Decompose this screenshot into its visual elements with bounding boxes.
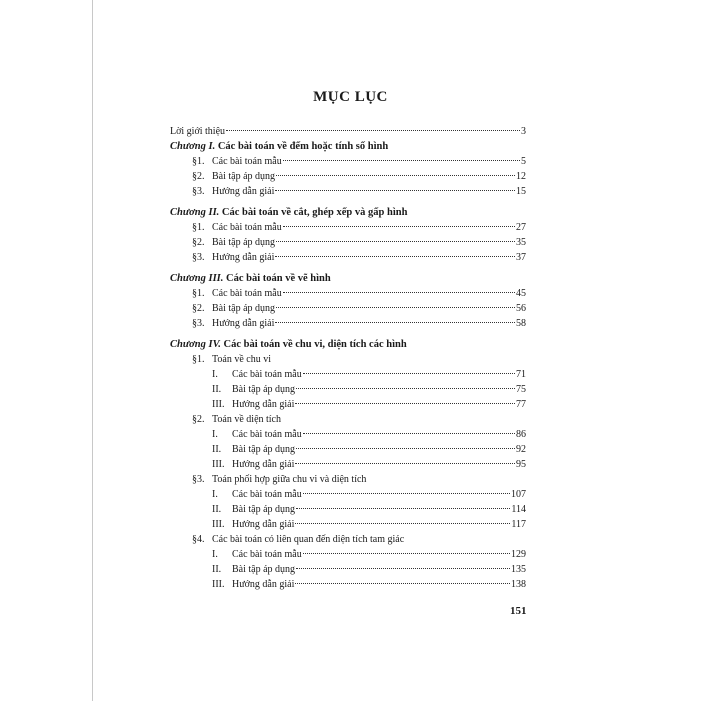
dot-leader: [276, 307, 515, 308]
entry-text: Bài tập áp dụng: [232, 444, 296, 455]
toc-entry-page: 58: [516, 318, 526, 329]
chapter-number: Chương II.: [170, 207, 220, 218]
toc-entry-label: [192, 220, 282, 235]
entry-text: Các bài toán mẫu: [232, 369, 302, 380]
toc-entry-page: 95: [516, 459, 526, 470]
chapter-heading[interactable]: [170, 205, 526, 220]
section-marker: §3.: [192, 252, 205, 263]
toc-entry-label: [212, 382, 295, 397]
section-marker: §4.: [192, 534, 205, 545]
dot-leader: [295, 523, 510, 524]
toc-entry-page: 135: [511, 564, 526, 575]
page-number: 151: [510, 605, 527, 617]
item-marker: II.: [212, 504, 222, 515]
section-title: Toán về diện tích: [212, 414, 281, 425]
entry-text: Các bài toán mẫu: [232, 489, 302, 500]
dot-leader: [226, 130, 520, 131]
entry-text: Các bài toán mẫu: [232, 549, 302, 560]
dot-leader: [296, 568, 510, 569]
section-title: Toán phối hợp giữa chu vi và diện tích: [212, 474, 367, 485]
toc-entry[interactable]: [170, 235, 526, 250]
toc-entry-label: [192, 169, 275, 184]
dot-leader: [303, 433, 515, 434]
toc-entry[interactable]: [170, 517, 526, 532]
toc-entry[interactable]: [170, 301, 526, 316]
toc-entry-page: 129: [511, 549, 526, 560]
chapter-number: Chương I.: [170, 141, 216, 152]
section-heading[interactable]: [170, 352, 526, 367]
toc-entry[interactable]: [170, 502, 526, 517]
item-marker: III.: [212, 519, 225, 530]
chapter-title: Các bài toán về cắt, ghép xếp và gấp hình: [221, 207, 408, 218]
toc-entry[interactable]: [170, 286, 526, 301]
section-heading[interactable]: [170, 532, 526, 547]
dot-leader: [295, 403, 515, 404]
section-marker: §2.: [192, 303, 205, 314]
section-marker: §3.: [192, 186, 205, 197]
toc-entry-page: 27: [516, 222, 526, 233]
dot-leader: [283, 160, 520, 161]
toc-entry[interactable]: [170, 427, 526, 442]
entry-text: Hướng dẫn giải: [212, 318, 275, 329]
entry-text: Bài tập áp dụng: [232, 564, 296, 575]
chapter-heading[interactable]: [170, 337, 526, 352]
entry-text: Các bài toán mẫu: [212, 288, 282, 299]
toc-entry-page: 92: [516, 444, 526, 455]
chapter-title: Các bài toán về đếm hoặc tính số hình: [217, 141, 389, 152]
toc-entry-label: [212, 502, 295, 517]
chapter-title: Các bài toán về vẽ hình: [226, 273, 331, 284]
section-marker: §2.: [192, 414, 205, 425]
entry-text: Hướng dẫn giải: [212, 186, 275, 197]
entry-text: Hướng dẫn giải: [232, 519, 295, 530]
section-marker: §1.: [192, 288, 205, 299]
toc-entry-label: [192, 184, 274, 199]
item-marker: I.: [212, 489, 218, 500]
toc-entry-label: [212, 577, 294, 592]
entry-text: Bài tập áp dụng: [232, 504, 296, 515]
toc-entry-intro[interactable]: [170, 124, 526, 139]
dot-leader: [303, 553, 510, 554]
section-title: Toán về chu vi: [212, 354, 272, 365]
toc-entry[interactable]: [170, 577, 526, 592]
toc-entry-page: 138: [511, 579, 526, 590]
toc-entry-label: [212, 517, 294, 532]
chapter-title: Các bài toán về chu vi, diện tích các hình: [223, 339, 407, 350]
toc-entry-label: [192, 301, 275, 316]
toc-entry-label: [212, 487, 302, 502]
toc-entry-page: 5: [521, 156, 526, 167]
section-title: Các bài toán có liên quan đến diện tích tam giác: [212, 534, 405, 545]
dot-leader: [276, 241, 515, 242]
toc-entry[interactable]: [170, 184, 526, 199]
toc-entry-label: Lời giới thiệu: [170, 126, 226, 137]
dot-leader: [296, 448, 515, 449]
dot-leader: [303, 493, 510, 494]
table-of-contents: [170, 124, 526, 592]
chapter-heading[interactable]: [170, 271, 526, 286]
dot-leader: [296, 508, 510, 509]
dot-leader: [283, 292, 515, 293]
section-heading[interactable]: [170, 472, 526, 487]
toc-entry[interactable]: [170, 562, 526, 577]
toc-entry-page: 15: [516, 186, 526, 197]
toc-entry-label: [212, 562, 295, 577]
toc-entry-label: [212, 547, 302, 562]
toc-entry-page: 71: [516, 369, 526, 380]
dot-leader: [275, 256, 515, 257]
toc-title: MỤC LỤC: [313, 89, 388, 105]
item-marker: III.: [212, 459, 225, 470]
chapter-number: Chương III.: [170, 273, 224, 284]
dot-leader: [276, 175, 515, 176]
entry-text: Các bài toán mẫu: [212, 156, 282, 167]
entry-text: Hướng dẫn giải: [232, 579, 295, 590]
toc-entry[interactable]: [170, 547, 526, 562]
entry-text: Bài tập áp dụng: [212, 303, 276, 314]
section-heading[interactable]: [170, 412, 526, 427]
toc-entry-page: 117: [511, 519, 526, 530]
toc-entry[interactable]: [170, 220, 526, 235]
toc-entry-label: [192, 250, 274, 265]
toc-entry-label: [192, 316, 274, 331]
item-marker: II.: [212, 444, 222, 455]
toc-entry-page: 3: [521, 126, 526, 137]
toc-entry[interactable]: [170, 382, 526, 397]
dot-leader: [296, 388, 515, 389]
item-marker: I.: [212, 549, 218, 560]
item-marker: III.: [212, 399, 225, 410]
toc-entry[interactable]: [170, 397, 526, 412]
entry-text: Hướng dẫn giải: [212, 252, 275, 263]
dot-leader: [275, 322, 515, 323]
entry-text: Bài tập áp dụng: [212, 237, 276, 248]
toc-entry[interactable]: [170, 457, 526, 472]
entry-text: Các bài toán mẫu: [212, 222, 282, 233]
toc-entry-page: 12: [516, 171, 526, 182]
toc-entry-page: 37: [516, 252, 526, 263]
dot-leader: [295, 583, 510, 584]
toc-entry-label: [212, 442, 295, 457]
toc-entry-label: [212, 427, 302, 442]
toc-entry[interactable]: [170, 250, 526, 265]
toc-entry-label: [192, 235, 275, 250]
section-marker: §3.: [192, 474, 205, 485]
toc-entry-page: 75: [516, 384, 526, 395]
entry-text: Các bài toán mẫu: [232, 429, 302, 440]
entry-text: Hướng dẫn giải: [232, 459, 295, 470]
toc-entry-page: 56: [516, 303, 526, 314]
toc-entry-page: 86: [516, 429, 526, 440]
section-marker: §2.: [192, 171, 205, 182]
section-marker: §2.: [192, 237, 205, 248]
item-marker: I.: [212, 429, 218, 440]
item-marker: III.: [212, 579, 225, 590]
toc-entry-label: [192, 286, 282, 301]
toc-entry-page: 114: [511, 504, 526, 515]
dot-leader: [283, 226, 515, 227]
toc-entry-page: 45: [516, 288, 526, 299]
toc-entry-page: 35: [516, 237, 526, 248]
dot-leader: [295, 463, 515, 464]
chapter-number: Chương IV.: [170, 339, 221, 350]
toc-entry[interactable]: [170, 316, 526, 331]
entry-text: Bài tập áp dụng: [212, 171, 276, 182]
toc-entry-label: [212, 397, 294, 412]
item-marker: II.: [212, 384, 222, 395]
toc-entry[interactable]: [170, 442, 526, 457]
item-marker: I.: [212, 369, 218, 380]
toc-entry[interactable]: [170, 169, 526, 184]
item-marker: II.: [212, 564, 222, 575]
toc-entry-label: [212, 457, 294, 472]
toc-entry-page: 77: [516, 399, 526, 410]
toc-entry-page: 107: [511, 489, 526, 500]
entry-text: Bài tập áp dụng: [232, 384, 296, 395]
toc-entry[interactable]: [170, 154, 526, 169]
section-marker: §3.: [192, 318, 205, 329]
section-marker: §1.: [192, 354, 205, 365]
section-marker: §1.: [192, 222, 205, 233]
toc-entry-label: [212, 367, 302, 382]
dot-leader: [303, 373, 515, 374]
toc-entry-label: [192, 154, 282, 169]
entry-text: Hướng dẫn giải: [232, 399, 295, 410]
section-marker: §1.: [192, 156, 205, 167]
toc-entry[interactable]: [170, 367, 526, 382]
chapter-heading[interactable]: [170, 139, 526, 154]
toc-entry[interactable]: [170, 487, 526, 502]
dot-leader: [275, 190, 515, 191]
